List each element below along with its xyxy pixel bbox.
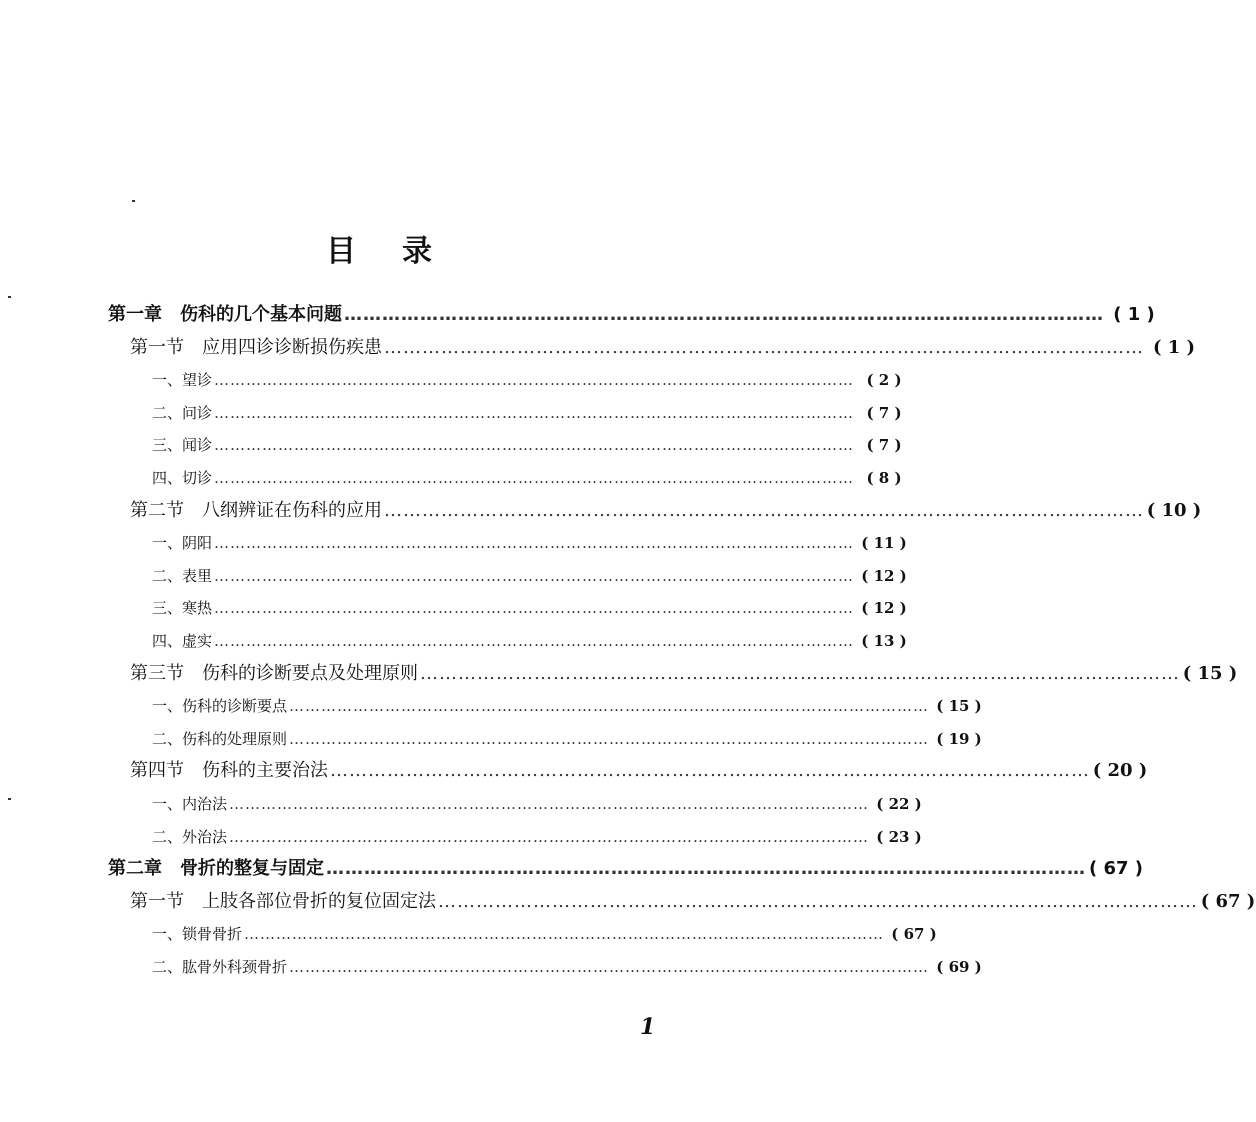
toc-entry-section bbox=[130, 496, 1202, 526]
dot-leader: ………………………………………………………………………………………………………… bbox=[289, 958, 930, 976]
dot-leader: ………………………………………………………………………………………………………… bbox=[229, 827, 870, 846]
toc-entry-label: 二、肱骨外科颈骨折 bbox=[152, 958, 288, 976]
dot-leader: ………………………………………………………………………………………………………… bbox=[214, 403, 855, 422]
toc-entry-page: ( 7 ) bbox=[866, 403, 902, 422]
toc-entry-label: 第三节 伤科的诊断要点及处理原则 bbox=[130, 662, 418, 684]
toc-entry-label: 一、望诊 bbox=[152, 371, 213, 390]
dot-leader: ………………………………………………………………………………………………………… bbox=[438, 890, 1198, 912]
toc-entry-chapter bbox=[108, 854, 1144, 884]
toc-entry-label: 第二章 骨折的整复与固定 bbox=[108, 858, 324, 880]
toc-entry-section bbox=[130, 756, 1148, 786]
toc-entry-item bbox=[152, 626, 907, 656]
toc-entry-chapter bbox=[108, 300, 1155, 330]
toc-entry-page: ( 20 ) bbox=[1092, 760, 1148, 782]
dot-leader: ………………………………………………………………………………………………………… bbox=[214, 566, 855, 585]
toc-entry-label: 二、表里 bbox=[152, 566, 213, 585]
toc-entry-item bbox=[152, 463, 902, 493]
dot-leader: ………………………………………………………………………………………………………… bbox=[214, 371, 855, 390]
toc-entry-page: ( 15 ) bbox=[936, 697, 982, 716]
toc-entry-page: ( 1 ) bbox=[1152, 336, 1196, 358]
toc-entry-item bbox=[152, 430, 902, 460]
toc-entry-item bbox=[152, 365, 902, 395]
toc-entry-page: ( 7 ) bbox=[866, 436, 902, 455]
toc-entry-label: 四、虚实 bbox=[152, 632, 213, 650]
toc-entry-label: 一、锁骨骨折 bbox=[152, 925, 243, 944]
toc-entry-page: ( 67 ) bbox=[891, 925, 937, 944]
toc-entry-label: 二、外治法 bbox=[152, 827, 228, 846]
dot-leader: ………………………………………………………………………………………………………… bbox=[384, 499, 1144, 521]
toc-entry-page: ( 69 ) bbox=[936, 958, 982, 976]
toc-entry-label: 第四节 伤科的主要治法 bbox=[130, 760, 328, 782]
dot-leader: ………………………………………………………………………………………………………… bbox=[214, 436, 855, 455]
toc-entry-section bbox=[130, 333, 1196, 363]
toc-entry-label: 一、伤科的诊断要点 bbox=[152, 697, 288, 716]
toc-entry-item bbox=[152, 528, 907, 558]
dot-leader: ………………………………………………………………………………………………………… bbox=[289, 729, 930, 748]
dot-leader: ………………………………………………………………………………………………………… bbox=[244, 925, 885, 944]
page-title: 目录 bbox=[326, 234, 478, 269]
toc-entry-page: ( 67 ) bbox=[1088, 858, 1144, 880]
toc-entry-label: 二、问诊 bbox=[152, 403, 213, 422]
toc-entry-item bbox=[152, 593, 907, 623]
toc-entry-page: ( 12 ) bbox=[861, 599, 907, 618]
toc-entry-page: ( 15 ) bbox=[1182, 662, 1238, 684]
toc-entry-page: ( 2 ) bbox=[866, 371, 902, 390]
dot-leader: ………………………………………………………………………………………………………… bbox=[229, 795, 870, 813]
toc-entry-page: ( 8 ) bbox=[866, 469, 902, 487]
toc-entry-item bbox=[152, 724, 982, 754]
toc-entry-page: ( 22 ) bbox=[876, 795, 922, 813]
toc-entry-page: ( 12 ) bbox=[861, 566, 907, 585]
toc-entry-section bbox=[130, 887, 1256, 917]
toc-entry-page: ( 11 ) bbox=[861, 534, 907, 553]
dot-leader: ………………………………………………………………………………………………………… bbox=[420, 662, 1180, 684]
toc-entry-page: ( 13 ) bbox=[861, 632, 907, 650]
toc-entry-label: 一、阴阳 bbox=[152, 534, 213, 553]
toc-entry-section bbox=[130, 659, 1238, 689]
toc-entry-page: ( 19 ) bbox=[936, 729, 982, 748]
dot-leader: ………………………………………………………………………………………………………… bbox=[214, 534, 855, 553]
dot-leader: ………………………………………………………………………………………………………… bbox=[214, 632, 855, 650]
dot-leader: ………………………………………………………………………………………………………… bbox=[214, 469, 855, 487]
page-number: 1 bbox=[640, 1014, 656, 1040]
toc-entry-item bbox=[152, 561, 907, 591]
dot-leader: ………………………………………………………………………………………………………… bbox=[384, 336, 1144, 358]
toc-entry-label: 四、切诊 bbox=[152, 469, 213, 487]
toc-entry-item bbox=[152, 919, 937, 949]
toc-entry-page: ( 1 ) bbox=[1113, 304, 1155, 325]
scan-speck bbox=[8, 798, 11, 800]
dot-leader: ………………………………………………………………………………………………………… bbox=[344, 304, 1104, 325]
toc-entry-page: ( 23 ) bbox=[876, 827, 922, 846]
toc-entry-page: ( 67 ) bbox=[1200, 890, 1256, 912]
toc-entry-label: 第一节 上肢各部位骨折的复位固定法 bbox=[130, 890, 436, 912]
toc-entry-label: 第一节 应用四诊诊断损伤疾患 bbox=[130, 336, 382, 358]
toc-entry-label: 一、内治法 bbox=[152, 795, 228, 813]
dot-leader: ………………………………………………………………………………………………………… bbox=[330, 760, 1090, 782]
scan-speck bbox=[8, 296, 11, 298]
toc-entry-label: 二、伤科的处理原则 bbox=[152, 729, 288, 748]
toc-entry-item bbox=[152, 822, 922, 852]
toc-entry-label: 三、寒热 bbox=[152, 599, 213, 618]
toc-entry-item bbox=[152, 398, 902, 428]
toc-entry-label: 三、闻诊 bbox=[152, 436, 213, 455]
toc-entry-page: ( 10 ) bbox=[1146, 499, 1202, 521]
dot-leader: ………………………………………………………………………………………………………… bbox=[326, 858, 1086, 880]
toc-entry-item bbox=[152, 789, 922, 819]
dot-leader: ………………………………………………………………………………………………………… bbox=[289, 697, 930, 716]
toc-entry-item bbox=[152, 691, 982, 721]
toc-entry-label: 第一章 伤科的几个基本问题 bbox=[108, 304, 342, 325]
dot-leader: ………………………………………………………………………………………………………… bbox=[214, 599, 855, 618]
toc-entry-item bbox=[152, 952, 982, 982]
scan-speck bbox=[132, 200, 135, 202]
toc-entry-label: 第二节 八纲辨证在伤科的应用 bbox=[130, 499, 382, 521]
